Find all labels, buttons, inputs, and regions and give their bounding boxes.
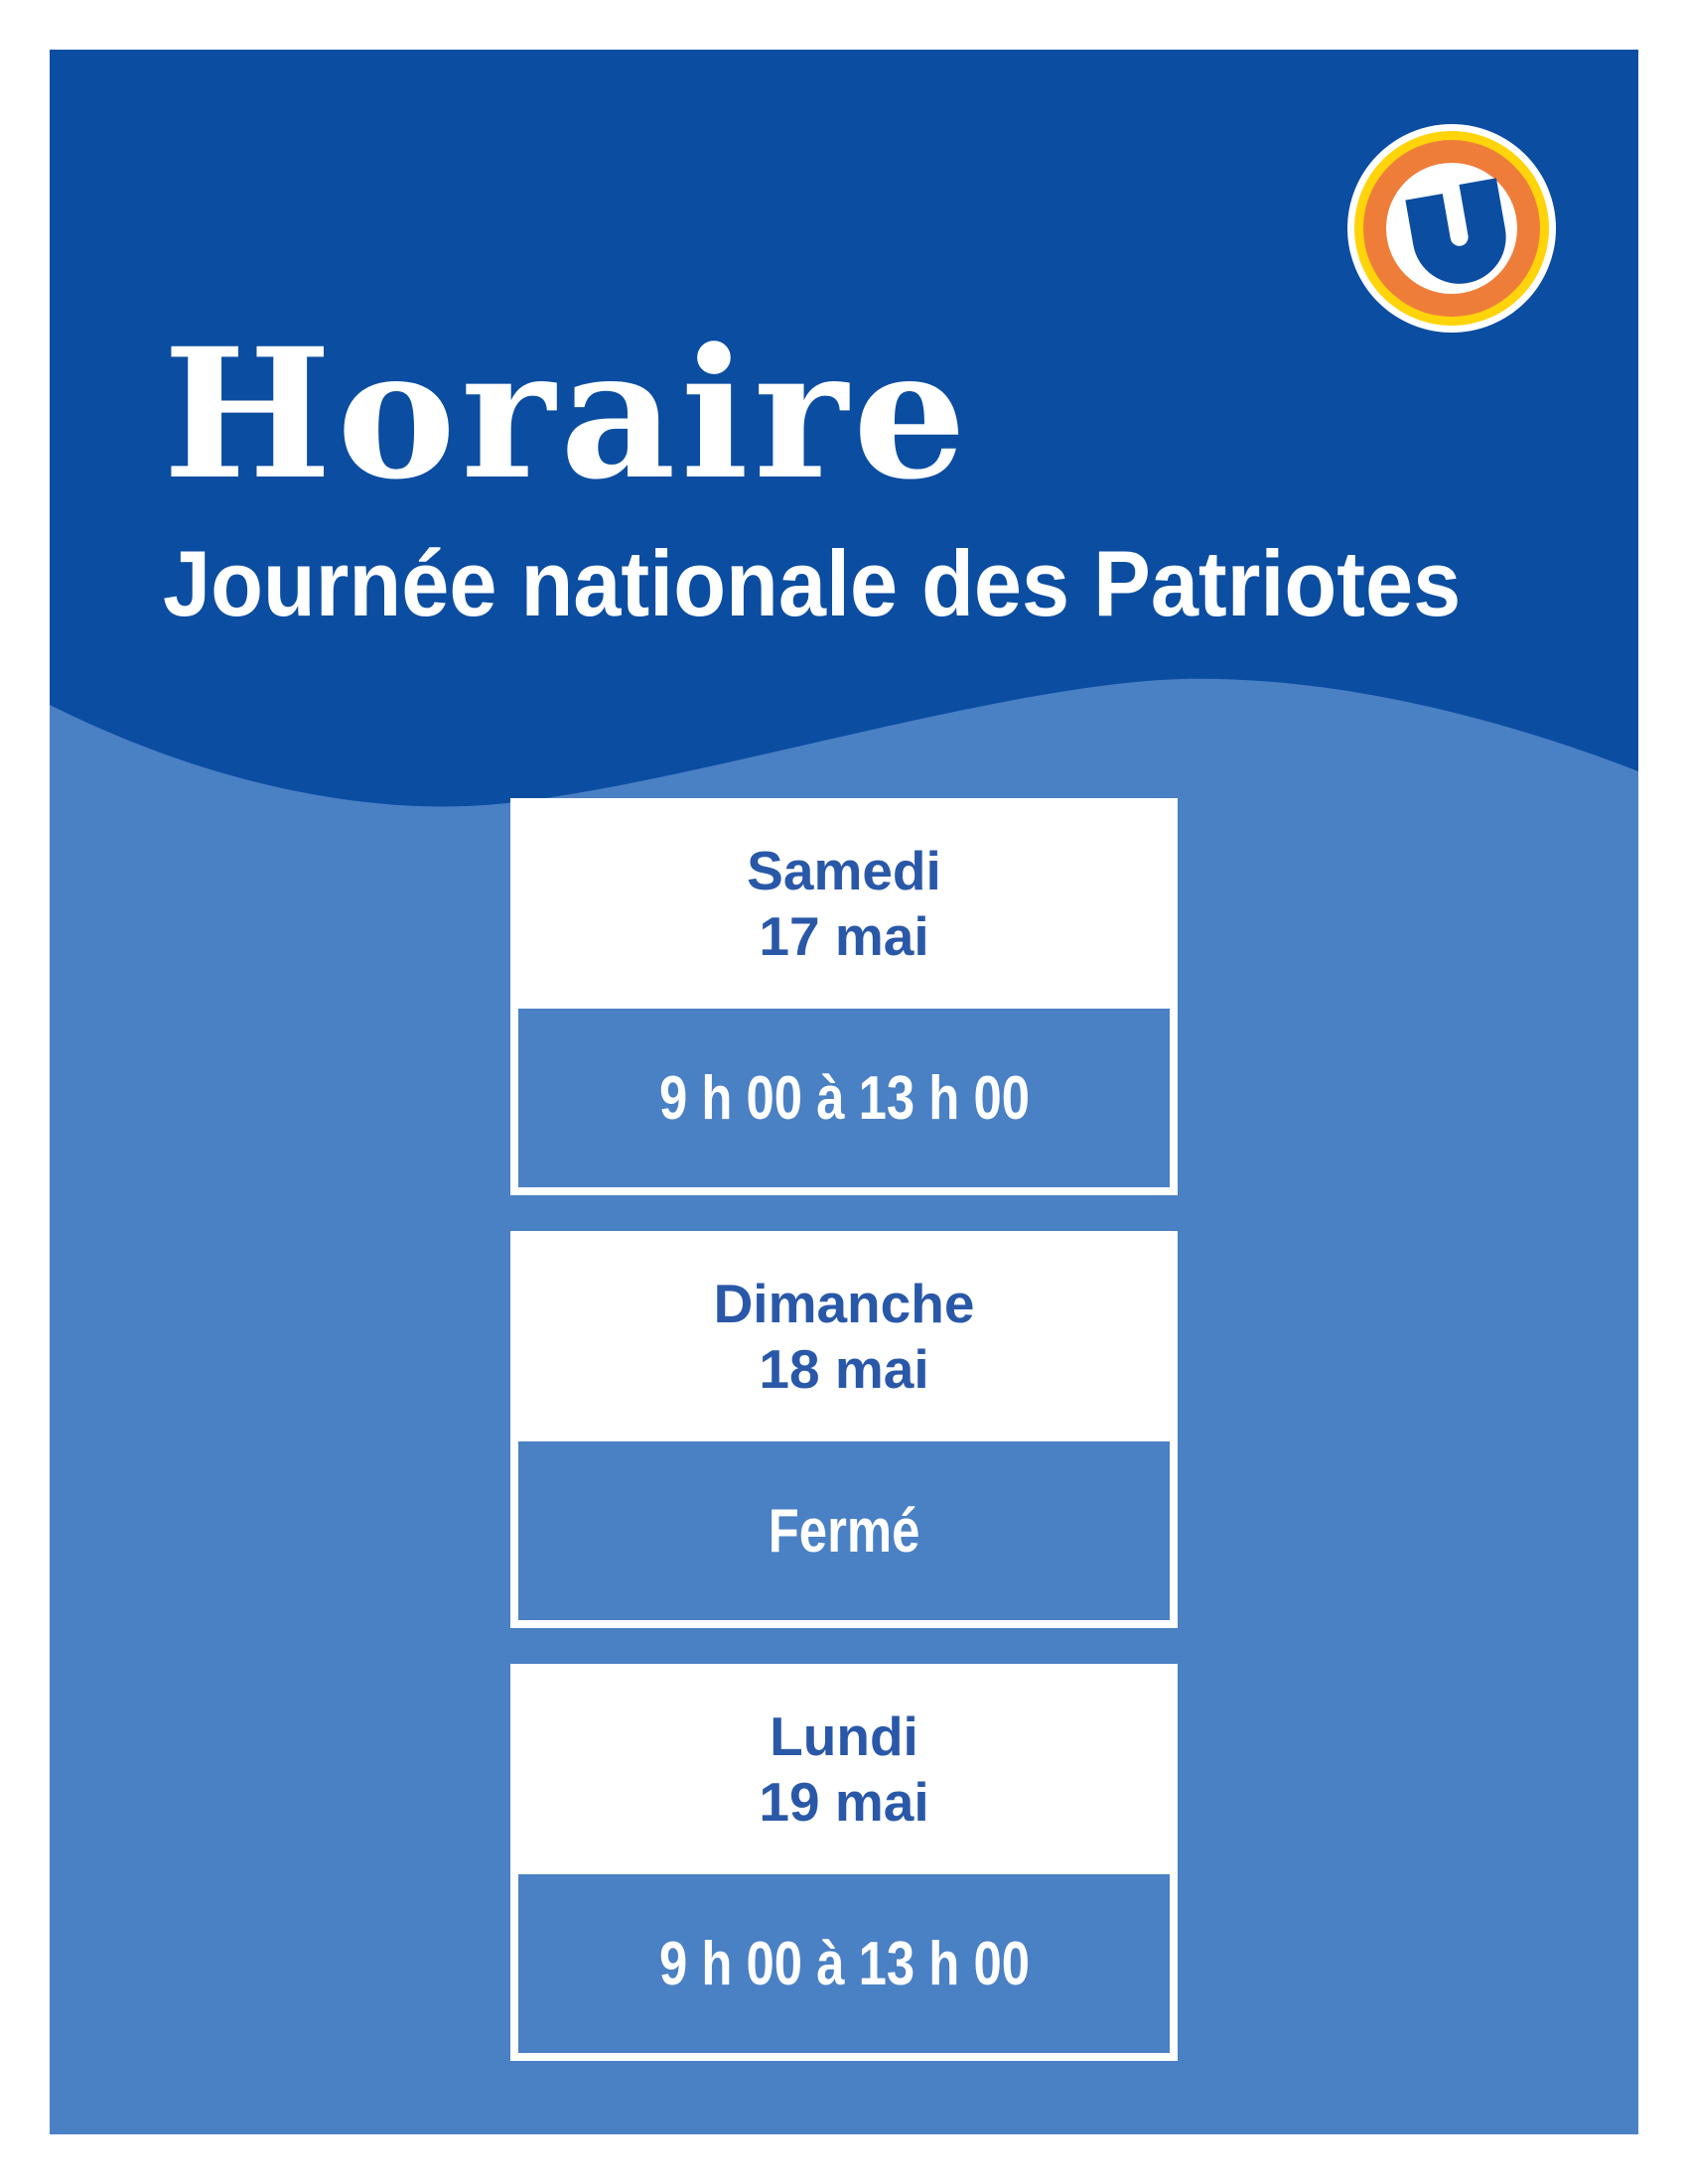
day-label: Lundi (770, 1706, 918, 1767)
u-pharmacy-logo (1347, 124, 1556, 333)
day-zone (510, 798, 1178, 1009)
day-zone (510, 1664, 1178, 1874)
day-label: Dimanche (713, 1273, 975, 1334)
logo-u-icon (1386, 163, 1517, 294)
page-subtitle-text: Journée nationale des Patriotes (163, 531, 1462, 635)
day-zone (510, 1231, 1178, 1441)
logo-yellow-ring (1354, 131, 1549, 326)
day-label: Samedi (747, 840, 941, 901)
schedule-card-saturday (510, 798, 1178, 1195)
page-title: Horaire (163, 310, 972, 519)
logo-white-disc (1386, 163, 1517, 294)
date-label: 19 mai (759, 1771, 929, 1833)
hours-label: Fermé (768, 1496, 920, 1566)
hours-band (518, 1441, 1170, 1620)
poster-content (50, 50, 1638, 2134)
schedule-card-sunday (510, 1231, 1178, 1628)
date-label: 17 mai (759, 905, 929, 967)
logo-orange-ring (1363, 140, 1540, 317)
hours-label: 9 h 00 à 13 h 00 (658, 1929, 1030, 1998)
hours-band (518, 1874, 1170, 2053)
hours-band (518, 1009, 1170, 1187)
hours-label: 9 h 00 à 13 h 00 (658, 1063, 1030, 1133)
page-subtitle (163, 531, 1574, 635)
date-label: 18 mai (759, 1338, 929, 1400)
schedule-card-monday (510, 1664, 1178, 2061)
